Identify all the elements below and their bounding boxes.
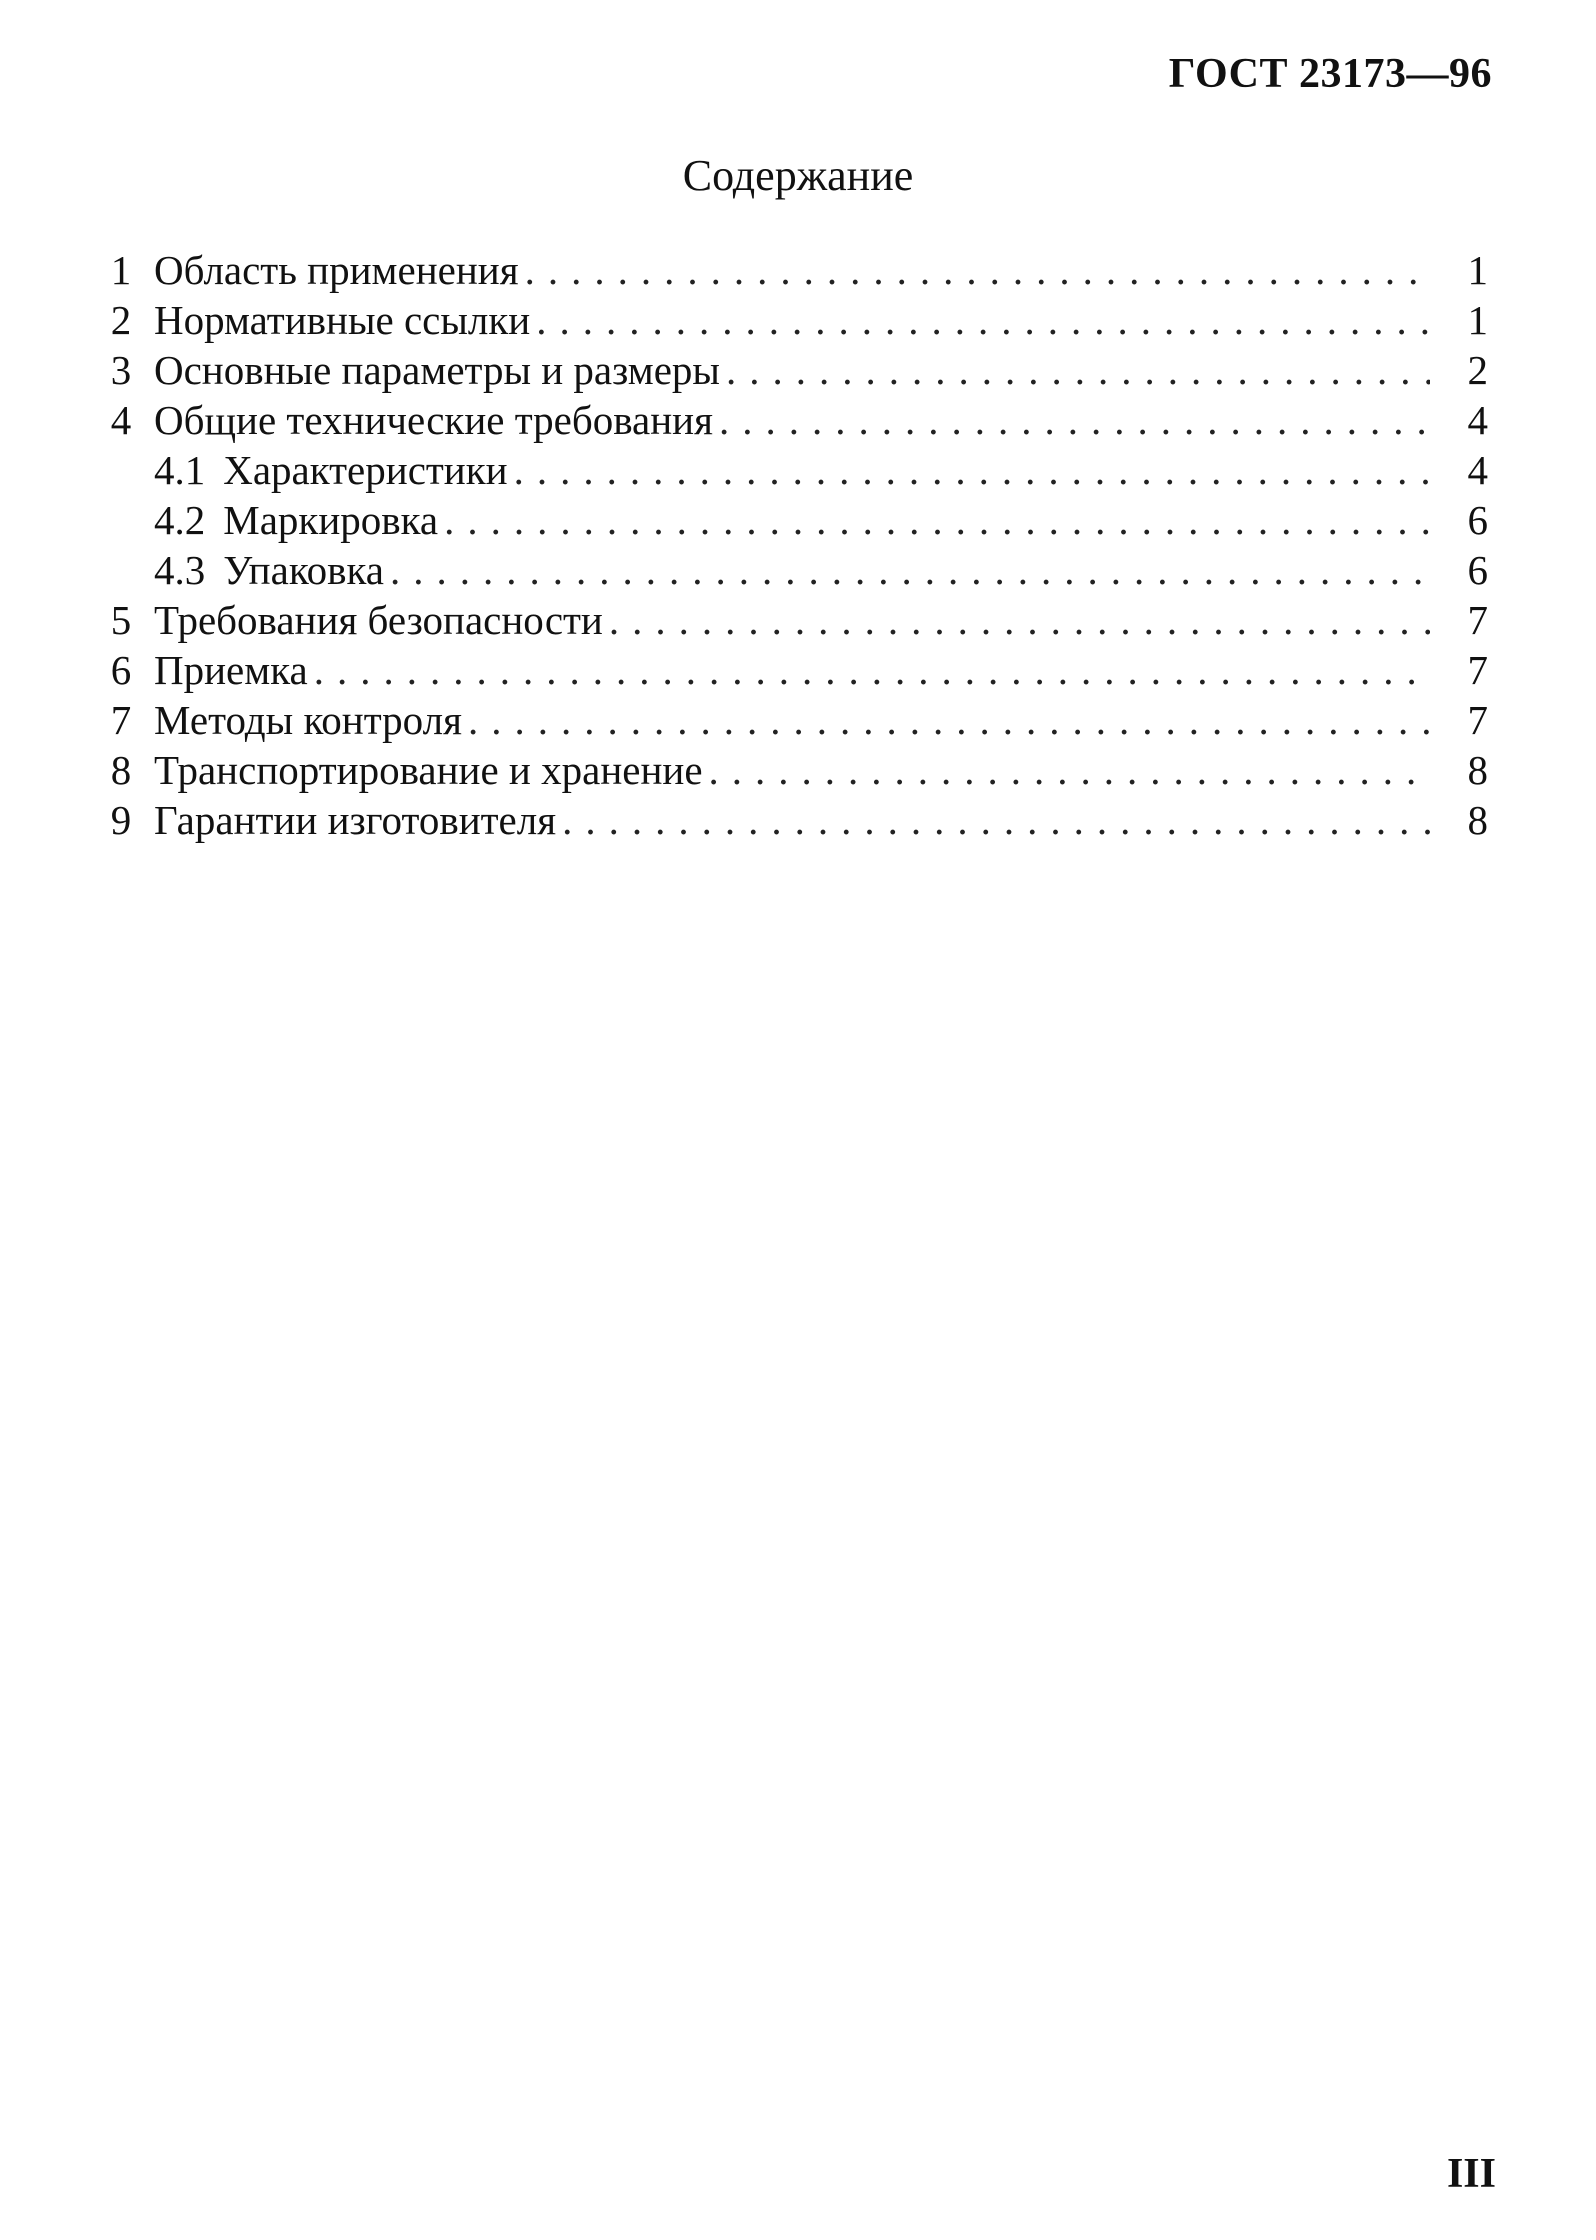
toc-subitem[interactable] bbox=[88, 495, 1488, 545]
toc-item[interactable] bbox=[88, 695, 1488, 745]
dot-leader bbox=[536, 295, 1430, 345]
toc-item[interactable] bbox=[88, 595, 1488, 645]
toc-item-page: 2 bbox=[1467, 347, 1488, 393]
toc-item-text: Общие технические требования bbox=[154, 397, 713, 443]
toc-item-text: Требования безопасности bbox=[154, 597, 603, 643]
toc-item-page: 8 bbox=[1467, 747, 1488, 793]
table-of-contents bbox=[88, 245, 1488, 845]
toc-item-text: Упаковка bbox=[223, 547, 385, 593]
toc-item-text: Гарантии изготовителя bbox=[154, 797, 557, 843]
toc-item-text: Область применения bbox=[154, 247, 519, 293]
toc-item[interactable] bbox=[88, 245, 1488, 295]
toc-item-page: 6 bbox=[1467, 547, 1488, 593]
toc-item[interactable] bbox=[88, 395, 1488, 445]
toc-item-page: 7 bbox=[1467, 647, 1488, 693]
toc-item-number: 3 bbox=[110, 347, 132, 393]
dot-leader bbox=[726, 345, 1430, 395]
dot-leader bbox=[314, 645, 1430, 695]
toc-item-text: Нормативные ссылки bbox=[154, 297, 531, 343]
toc-item-number: 1 bbox=[110, 247, 132, 293]
toc-item-number: 4.1 bbox=[154, 447, 206, 493]
toc-item[interactable] bbox=[88, 745, 1488, 795]
toc-item-page: 4 bbox=[1467, 447, 1488, 493]
toc-item-text: Транспортирование и хранение bbox=[154, 747, 703, 793]
dot-leader bbox=[444, 495, 1430, 545]
dot-leader bbox=[562, 795, 1430, 845]
toc-item-text: Маркировка bbox=[223, 497, 439, 543]
toc-title: Содержание bbox=[682, 151, 914, 200]
toc-item-page: 1 bbox=[1467, 247, 1488, 293]
toc-item-number: 9 bbox=[110, 797, 132, 843]
toc-item-number: 4.3 bbox=[154, 547, 206, 593]
toc-item-page: 4 bbox=[1467, 397, 1488, 443]
dot-leader bbox=[719, 395, 1430, 445]
dot-leader bbox=[468, 695, 1430, 745]
toc-item-number: 2 bbox=[110, 297, 132, 343]
toc-item-page: 7 bbox=[1467, 597, 1488, 643]
toc-item-number: 4.2 bbox=[154, 497, 206, 543]
toc-item-page: 8 bbox=[1467, 797, 1488, 843]
page-number: III bbox=[1446, 2151, 1496, 2197]
toc-subitem[interactable] bbox=[88, 545, 1488, 595]
toc-item-page: 7 bbox=[1467, 697, 1488, 743]
toc-item-text: Основные параметры и размеры bbox=[154, 347, 720, 393]
toc-item-number: 5 bbox=[110, 597, 132, 643]
toc-item-text: Характеристики bbox=[223, 447, 508, 493]
toc-item[interactable] bbox=[88, 795, 1488, 845]
toc-item-number: 6 bbox=[110, 647, 132, 693]
dot-leader bbox=[609, 595, 1430, 645]
toc-item[interactable] bbox=[88, 345, 1488, 395]
toc-subitem[interactable] bbox=[88, 445, 1488, 495]
toc-item-number: 7 bbox=[110, 697, 132, 743]
dot-leader bbox=[390, 545, 1430, 595]
toc-item-page: 1 bbox=[1467, 297, 1488, 343]
toc-item-number: 4 bbox=[110, 397, 132, 443]
toc-item[interactable] bbox=[88, 295, 1488, 345]
toc-item-text: Приемка bbox=[154, 647, 308, 693]
toc-item-number: 8 bbox=[110, 747, 132, 793]
toc-item[interactable] bbox=[88, 645, 1488, 695]
dot-leader bbox=[514, 445, 1430, 495]
toc-item-text: Методы контроля bbox=[154, 697, 462, 743]
dot-leader bbox=[525, 245, 1430, 295]
document-code: ГОСТ 23173—96 bbox=[1168, 51, 1492, 97]
dot-leader bbox=[709, 745, 1430, 795]
toc-item-page: 6 bbox=[1467, 497, 1488, 543]
